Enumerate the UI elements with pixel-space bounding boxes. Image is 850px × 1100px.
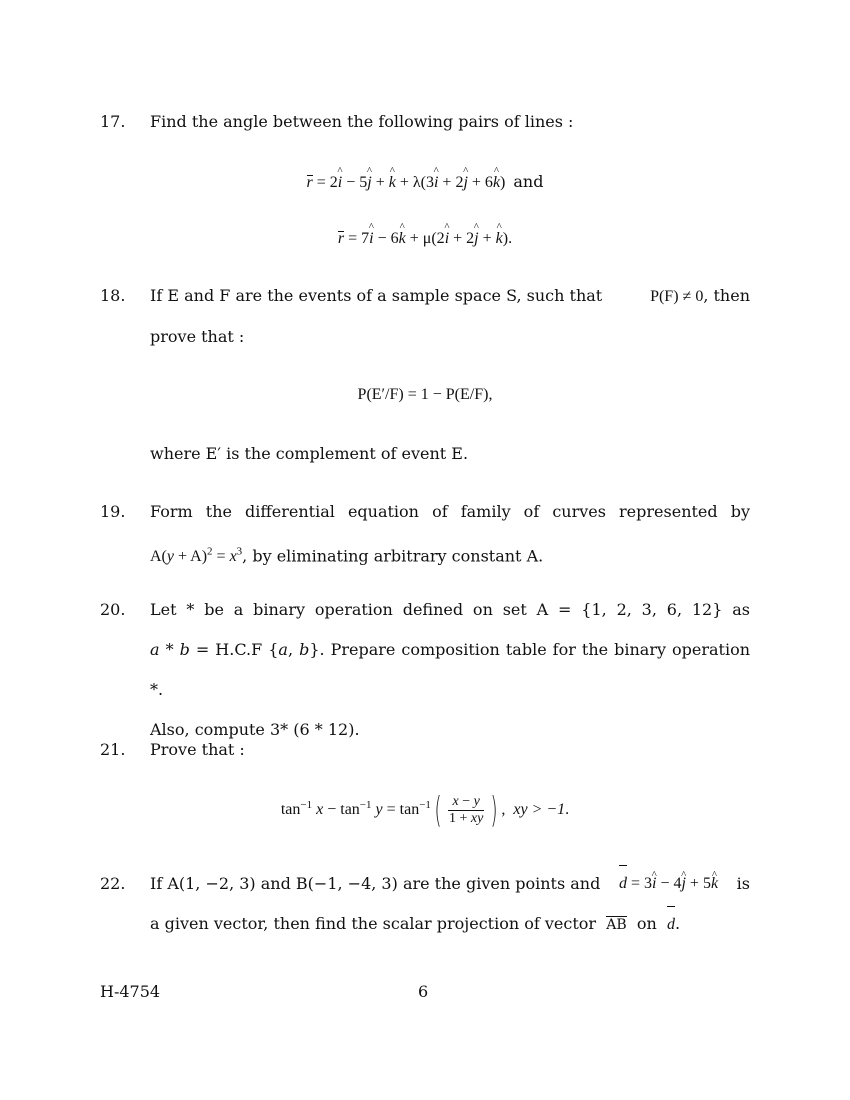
- vector-d: d = 3i ^ − 4j ^ + 5k ^: [619, 864, 718, 904]
- question-text-line2: , by eliminating arbitrary constant A.: [242, 546, 544, 566]
- question-text: Let * be a binary operation defined on set A = {1, 2, 3, 6, 12} as: [150, 600, 750, 619]
- page-number: 6: [418, 982, 429, 1001]
- question-text: Find the angle between the following pairs of lines :: [150, 112, 574, 131]
- question-number: 20.: [100, 600, 126, 619]
- equation-line-2: r = 7i ^ − 6k ^ + μ(2i ^ + 2j ^ + k ^).: [100, 230, 750, 248]
- paper-code: H-4754: [100, 982, 161, 1001]
- question-text-line2: }. Prepare composition table for the binary operation *.: [150, 640, 751, 699]
- question-text-line3: Also, compute 3* (6 * 12).: [150, 720, 360, 739]
- question-number: 17.: [100, 112, 126, 131]
- question-text: If A(1, −2, 3) and B(−1, −4, 3) are the given points and: [150, 874, 601, 893]
- question-text: Prove that :: [150, 740, 245, 759]
- question-text-line3: where E′ is the complement of event E.: [150, 444, 469, 463]
- vector-ab: AB: [606, 917, 627, 933]
- curve-equation: $A(y + A)^2 = x^3$: [150, 546, 243, 566]
- and-text: and: [513, 172, 544, 191]
- equation-end: .: [508, 230, 513, 247]
- question-number: 19.: [100, 502, 126, 521]
- question-text-line2: prove that :: [150, 327, 245, 346]
- formula: P(E′/F) = 1 − P(E/F),: [357, 386, 493, 403]
- question-number: 21.: [100, 740, 126, 759]
- condition: P(F) ≠ 0: [650, 288, 704, 305]
- condition: xy > −1: [513, 801, 566, 819]
- question-text: If E and F are the events of a sample space S, such that: [150, 286, 603, 305]
- question-number: 22.: [100, 874, 126, 893]
- question-text: Form the differential equation of family of curves represented by: [150, 502, 750, 521]
- equation-line-1: r = 2i ^ − 5j ^ + k ^ + λ(3i ^ + 2j ^ + 6k ^) and: [100, 172, 750, 192]
- question-number: 18.: [100, 286, 126, 305]
- question-text-line2: a given vector, then find the scalar projection of vector: [150, 914, 597, 933]
- identity-equation: $\tan^{-1} x - \tan^{-1} y = \tan^{-1}$( $\frac{x - y}{1 + xy}$ ) , xy > −1.: [280, 790, 570, 831]
